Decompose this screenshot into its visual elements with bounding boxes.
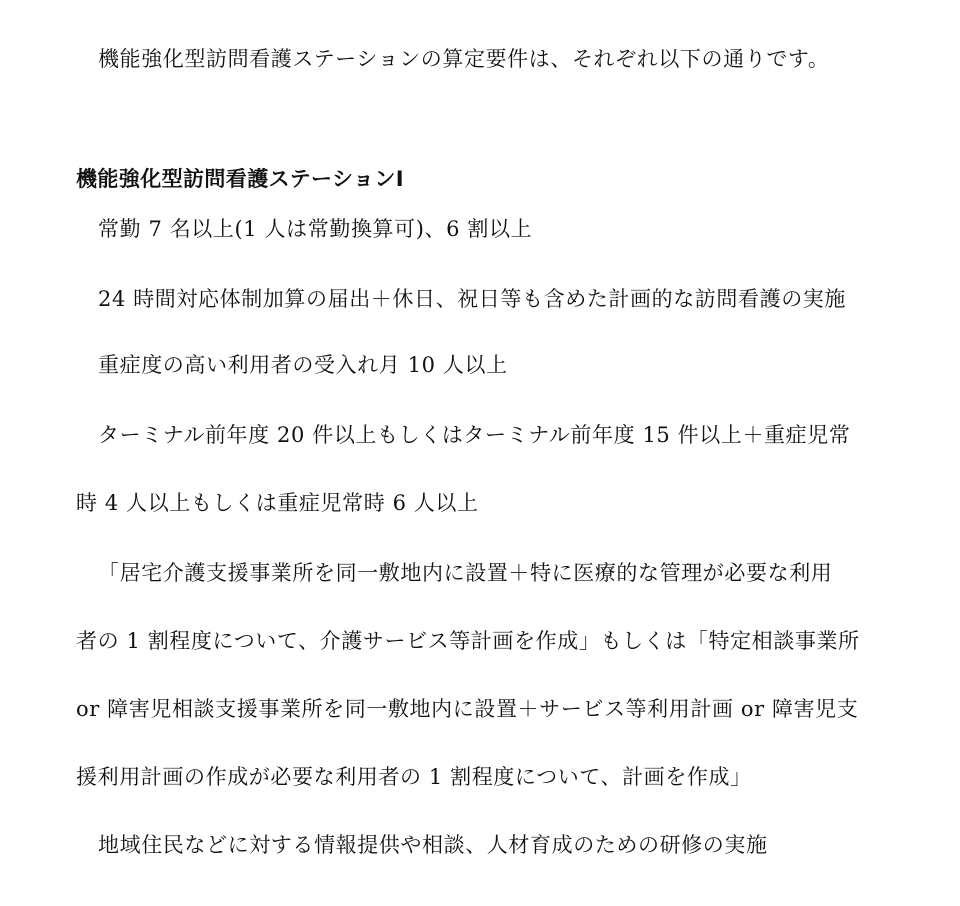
intro-paragraph: 機能強化型訪問看護ステーションの算定要件は、それぞれ以下の通りです。 xyxy=(98,47,830,71)
requirement-care-plan-line4: 援利用計画の作成が必要な利用者の 1 割程度について、計画を作成」 xyxy=(76,765,752,789)
requirement-24h: 24 時間対応体制加算の届出＋休日、祝日等も含めた計画的な訪問看護の実施 xyxy=(98,287,846,311)
requirement-severe-patients: 重症度の高い利用者の受入れ月 10 人以上 xyxy=(98,353,508,377)
requirement-terminal-line1: ターミナル前年度 20 件以上もしくはターミナル前年度 15 件以上＋重症児常 xyxy=(98,423,851,447)
requirement-care-plan-line3: or 障害児相談支援事業所を同一敷地内に設置＋サービス等利用計画 or 障害児支 xyxy=(76,697,859,721)
requirement-care-plan-line2: 者の 1 割程度について、介護サービス等計画を作成」もしくは「特定相談事業所 xyxy=(76,629,860,653)
requirement-terminal-line2: 時 4 人以上もしくは重症児常時 6 人以上 xyxy=(76,491,479,515)
section-heading: 機能強化型訪問看護ステーションⅠ xyxy=(76,167,404,191)
requirement-staffing: 常勤 7 名以上(1 人は常勤換算可)、6 割以上 xyxy=(98,217,533,241)
requirement-care-plan-line1: 「居宅介護支援事業所を同一敷地内に設置＋特に医療的な管理が必要な利用 xyxy=(98,561,833,585)
requirement-community: 地域住民などに対する情報提供や相談、人材育成のための研修の実施 xyxy=(98,833,768,857)
